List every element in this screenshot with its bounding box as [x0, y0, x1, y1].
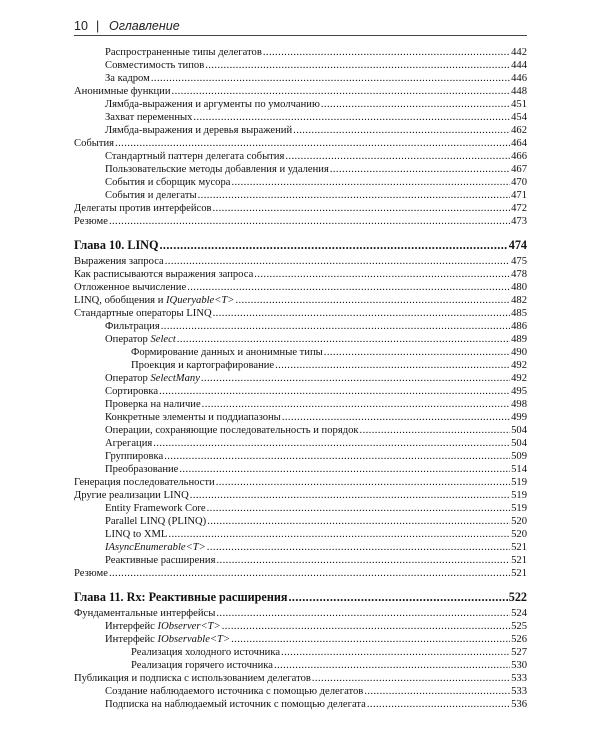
toc-entry-title: Фильтрация	[105, 321, 160, 332]
toc-entry	[74, 189, 527, 202]
toc-entry-page: 521	[511, 542, 527, 553]
toc-entry	[74, 685, 527, 698]
toc-leader	[364, 685, 510, 698]
toc-entry-page: 467	[511, 164, 527, 175]
toc-leader	[159, 238, 507, 253]
toc-entry	[74, 255, 527, 268]
chapter-title: Глава 10. LINQ	[74, 238, 159, 252]
toc-entry	[74, 46, 527, 59]
toc-entry-page: 490	[511, 347, 527, 358]
toc-entry	[74, 359, 527, 372]
toc-entry-page: 509	[511, 451, 527, 462]
toc-entry-page: 492	[511, 360, 527, 371]
toc-entry-title: Фундаментальные интерфейсы	[74, 608, 216, 619]
toc-entry-title: Реактивные расширения	[105, 555, 216, 566]
toc-entry-page: 454	[511, 112, 527, 123]
toc-entry	[74, 98, 527, 111]
toc-entry-page: 527	[511, 647, 527, 658]
toc-leader	[153, 437, 510, 450]
toc-leader	[231, 176, 510, 189]
toc-entry-page: 504	[511, 425, 527, 436]
toc-entry-title-text: Интерфейс	[105, 634, 158, 645]
toc-leader	[198, 189, 511, 202]
toc-entry	[74, 567, 527, 580]
toc-entry	[74, 515, 527, 528]
toc-entry-title: За кадром	[105, 73, 150, 84]
toc-leader	[164, 450, 510, 463]
toc-entry-title: Агрегация	[105, 438, 153, 449]
toc-leader	[207, 515, 510, 528]
toc-entry-title: Проекция и картографирование	[131, 360, 275, 371]
toc-entry-page: 478	[511, 269, 527, 280]
toc-entry-page: 533	[511, 686, 527, 697]
toc-entry-title: События и сборщик мусора	[105, 177, 231, 188]
chapter-page: 474	[508, 238, 527, 252]
toc-leader	[254, 268, 510, 281]
toc-entry	[74, 398, 527, 411]
toc-entry	[74, 268, 527, 281]
toc-entry	[74, 72, 527, 85]
toc-entry	[74, 528, 527, 541]
toc-entry-title: Лямбда-выражения и деревья выражений	[105, 125, 293, 136]
toc-entry-page: 485	[511, 308, 527, 319]
toc-entry-page: 470	[511, 177, 527, 188]
toc-leader	[207, 541, 510, 554]
toc-leader	[321, 98, 510, 111]
toc-leader	[288, 590, 507, 605]
toc-entry-title: Пользовательские методы добавления и удаления	[105, 164, 329, 175]
toc-entry-title-code: IObserver<T>	[157, 621, 221, 632]
toc-entry	[74, 411, 527, 424]
toc-entry-page: 451	[511, 99, 527, 110]
toc-leader	[179, 463, 510, 476]
page-number: 10	[74, 19, 88, 33]
toc-entry-title: Другие реализации LINQ	[74, 490, 189, 501]
toc-entry-title: Сортировка	[105, 386, 159, 397]
toc-entry-page: 471	[511, 190, 527, 201]
toc-entry-page: 498	[511, 399, 527, 410]
toc-leader	[165, 255, 510, 268]
toc-entry-title: Как расписываются выражения запроса	[74, 269, 254, 280]
toc-entry	[74, 385, 527, 398]
toc-entry-page: 486	[511, 321, 527, 332]
toc-entry	[74, 294, 527, 307]
toc-entry-page: 519	[511, 477, 527, 488]
toc-leader	[109, 567, 510, 580]
toc-entry	[74, 85, 527, 98]
toc-entry-title: События и делегаты	[105, 190, 197, 201]
toc-leader	[151, 72, 510, 85]
toc-entry	[74, 437, 527, 450]
toc-leader	[205, 59, 510, 72]
toc-entry	[74, 424, 527, 437]
toc-entry-title: Группировка	[105, 451, 164, 462]
toc-entry-page: 473	[511, 216, 527, 227]
toc-entry-page: 525	[511, 621, 527, 632]
toc-entry-title: Parallel LINQ (PLINQ)	[105, 516, 207, 527]
toc-entry-page: 464	[511, 138, 527, 149]
toc-leader	[235, 294, 510, 307]
toc-leader	[360, 424, 511, 437]
toc-entry-title: Операции, сохраняющие последовательность и порядок	[105, 425, 359, 436]
toc-entry-page: 530	[511, 660, 527, 671]
toc-entry-page: 526	[511, 634, 527, 645]
toc-entry	[74, 346, 527, 359]
header-separator: |	[96, 19, 100, 33]
toc-entry-page: 489	[511, 334, 527, 345]
toc-entry-title-code: IQueryable<T>	[166, 295, 235, 306]
toc-entry-page: 499	[511, 412, 527, 423]
toc-entry	[74, 646, 527, 659]
toc-entry-page: 480	[511, 282, 527, 293]
toc-entry-page: 475	[511, 256, 527, 267]
toc-entry-title: Конкретные элементы и поддиапазоны	[105, 412, 281, 423]
toc-entry	[74, 698, 527, 711]
toc-entry-title: Публикация и подписка с использованием делегатов	[74, 673, 311, 684]
toc-entry-title	[105, 333, 176, 346]
toc-entry	[74, 541, 527, 554]
toc-entry-page: 520	[511, 516, 527, 527]
toc-leader	[177, 333, 510, 346]
toc-entry-title: Захват переменных	[105, 112, 193, 123]
toc-entry-title	[74, 294, 234, 307]
toc-entry-page: 448	[511, 86, 527, 97]
toc-entry	[74, 620, 527, 633]
chapter-title: Глава 11. Rx: Реактивные расширения	[74, 590, 288, 604]
toc-leader	[263, 46, 510, 59]
toc-leader	[115, 137, 510, 150]
toc-leader	[281, 646, 510, 659]
toc-entry-title: Распространенные типы делегатов	[105, 47, 262, 58]
toc-leader	[109, 215, 510, 228]
toc-entry-title: Реализация горячего источника	[131, 660, 273, 671]
toc-entry	[74, 320, 527, 333]
toc-entry-title	[105, 633, 230, 646]
toc-entry-title: Entity Framework Core	[105, 503, 206, 514]
toc-leader	[275, 359, 510, 372]
toc-entry-page: 482	[511, 295, 527, 306]
toc-entry	[74, 124, 527, 137]
toc-entry-title: События	[74, 138, 115, 149]
toc-entry-title: LINQ to XML	[105, 529, 168, 540]
toc-entry-page: 466	[511, 151, 527, 162]
toc-entry-page: 519	[511, 503, 527, 514]
toc-entry-title: Преобразование	[105, 464, 179, 475]
toc-leader	[201, 372, 510, 385]
toc-leader	[274, 659, 510, 672]
toc-entry	[74, 659, 527, 672]
toc-entry	[74, 137, 527, 150]
toc-entry-title: Делегаты против интерфейсов	[74, 203, 212, 214]
toc-leader	[324, 346, 510, 359]
toc-entry	[74, 672, 527, 685]
toc-entry	[74, 163, 527, 176]
toc-leader	[282, 411, 510, 424]
toc-leader	[190, 489, 510, 502]
toc-leader	[367, 698, 510, 711]
toc-entry	[74, 502, 527, 515]
toc-entry	[74, 463, 527, 476]
chapter-page: 522	[508, 590, 527, 604]
toc-entry-page: 495	[511, 386, 527, 397]
toc-entry-page: 492	[511, 373, 527, 384]
toc-entry-page: 446	[511, 73, 527, 84]
toc-entry-title: Формирование данных и анонимные типы	[131, 347, 323, 358]
toc-entry-title: Стандартный паттерн делегата события	[105, 151, 285, 162]
toc-entry-page: 521	[511, 568, 527, 579]
toc-leader	[216, 607, 510, 620]
toc-entry-title: Проверка на наличие	[105, 399, 201, 410]
toc-entry	[74, 202, 527, 215]
toc-entry	[74, 450, 527, 463]
toc-leader	[293, 124, 510, 137]
toc-leader	[213, 307, 510, 320]
toc-entry-page: 442	[511, 47, 527, 58]
toc-entry	[74, 372, 527, 385]
toc-entry-title: Выражения запроса	[74, 256, 164, 267]
page-header	[74, 19, 527, 35]
toc-chapter-11	[74, 590, 527, 605]
toc-leader	[161, 320, 510, 333]
toc-leader	[159, 385, 510, 398]
toc-entry-page: 519	[511, 490, 527, 501]
toc-entry-title-code: SelectMany	[150, 373, 200, 384]
toc-entry-title-text: Интерфейс	[105, 621, 158, 632]
toc-leader	[202, 398, 510, 411]
toc-entry-title: Резюме	[74, 216, 108, 227]
toc-entry-page: 504	[511, 438, 527, 449]
toc-entry	[74, 307, 527, 320]
toc-entry	[74, 489, 527, 502]
toc-leader	[172, 85, 511, 98]
toc-entry-page: 533	[511, 673, 527, 684]
toc-entry-title	[105, 372, 200, 385]
toc-entry-title: Анонимные функции	[74, 86, 171, 97]
toc-entry	[74, 554, 527, 567]
toc-leader	[231, 633, 510, 646]
toc-leader	[213, 202, 511, 215]
toc-entry-title: Отложенное вычисление	[74, 282, 187, 293]
toc-entry	[74, 111, 527, 124]
toc-entry-title	[105, 620, 221, 633]
toc-entry-title-code: Select	[150, 334, 176, 345]
toc-leader	[187, 281, 510, 294]
toc-entry-page: 514	[511, 464, 527, 475]
toc-chapter-10	[74, 238, 527, 253]
toc-entry-title-text: LINQ, обобщения и	[74, 295, 167, 306]
toc-entry-title: Создание наблюдаемого источника с помощью делегатов	[105, 686, 364, 697]
toc-leader	[222, 620, 510, 633]
toc-entry	[74, 607, 527, 620]
toc-leader	[330, 163, 510, 176]
toc-entry	[74, 215, 527, 228]
toc-entry	[74, 59, 527, 72]
toc-entry-page: 472	[511, 203, 527, 214]
toc-entry-title: Стандартные операторы LINQ	[74, 308, 212, 319]
toc-entry-page: 444	[511, 60, 527, 71]
toc-leader	[216, 476, 510, 489]
toc-entry	[74, 281, 527, 294]
running-title: Оглавление	[109, 19, 180, 33]
toc-entry	[74, 333, 527, 346]
toc-leader	[193, 111, 510, 124]
toc-leader	[312, 672, 510, 685]
toc-entry-title: IAsyncEnumerable<T>	[105, 542, 206, 553]
toc-entry-title-text: Оператор	[105, 334, 151, 345]
toc-leader	[216, 554, 510, 567]
toc-entry-title-text: Оператор	[105, 373, 151, 384]
toc-entry-title: Лямбда-выражения и аргументы по умолчанию	[105, 99, 320, 110]
toc-entry-title: Подписка на наблюдаемый источник с помощью делегата	[105, 699, 366, 710]
toc-entry	[74, 476, 527, 489]
header-rule	[74, 35, 527, 36]
toc-entry-title: Генерация последовательности	[74, 477, 215, 488]
toc-entry-page: 462	[511, 125, 527, 136]
toc-entry	[74, 150, 527, 163]
toc-entry-title-code: IObservable<T>	[157, 634, 231, 645]
toc-entry-title: Совместимость типов	[105, 60, 205, 71]
toc-leader	[285, 150, 510, 163]
toc-entry	[74, 633, 527, 646]
toc-entry-page: 536	[511, 699, 527, 710]
toc-leader	[168, 528, 510, 541]
toc-leader	[207, 502, 510, 515]
toc-entry-title: Реализация холодного источника	[131, 647, 281, 658]
toc-entry	[74, 176, 527, 189]
toc-entry-page: 524	[511, 608, 527, 619]
toc-entry-page: 520	[511, 529, 527, 540]
toc-entry-title: Резюме	[74, 568, 108, 579]
toc-entry-page: 521	[511, 555, 527, 566]
